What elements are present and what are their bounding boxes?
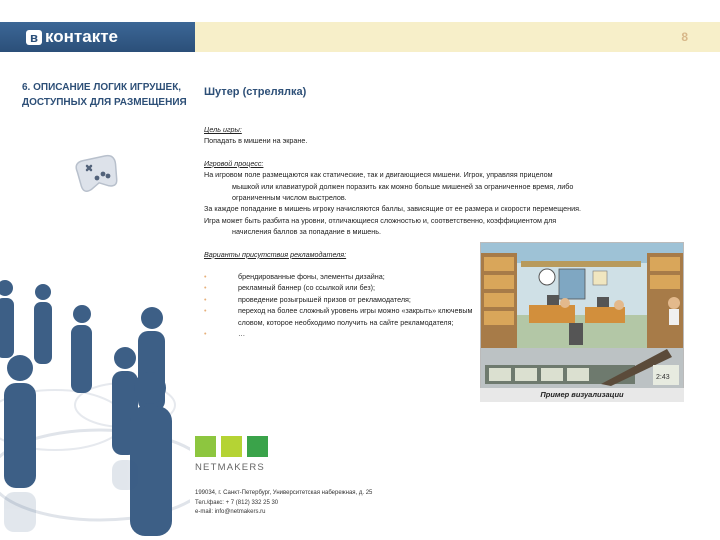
phone-line: Тел./факс: + 7 (812) 332 25 30	[195, 499, 279, 506]
list-item: • проведение розыгрышей призов от рекламодателя;	[204, 294, 474, 305]
process-line-6: начисления баллов за попадание в мишень.	[232, 227, 381, 237]
vk-logo-icon: в	[26, 30, 42, 45]
logo-square-2	[221, 436, 242, 457]
screenshot-caption: Пример визуализации	[480, 388, 684, 402]
list-item: • переход на более сложный уровень игры можно «закрыть» ключевым словом, которое необходимо получить на сайте рекламодателя;	[204, 305, 474, 328]
ads-list	[204, 271, 474, 339]
process-line-5: Игра может быть разбита на уровни, отличающиеся сложностью и, соответственно, коэффициентом для	[204, 215, 557, 225]
contact-info	[195, 489, 372, 518]
goal-text: Попадать в мишени на экране.	[204, 136, 308, 146]
gamepad-icon	[70, 150, 125, 195]
process-line-4: За каждое попадание в мишень игроку начисляются баллы, зависящие от ее размера и скорости перемещения.	[204, 204, 581, 214]
game-score: 2:43	[656, 374, 670, 381]
logo-square-3	[247, 436, 268, 457]
page-number: 8	[681, 30, 688, 44]
list-item: • брендированные фоны, элементы дизайна;	[204, 271, 474, 282]
list-item: • рекламный баннер (со ссылкой или без);	[204, 282, 474, 293]
logo-text: контакте	[45, 27, 119, 46]
game-title: Шутер (стрелялка)	[204, 86, 307, 98]
process-line-2: мышкой или клавиатурой должен поразить как можно больше мишеней за ограниченное время, либо	[232, 181, 574, 191]
process-label: Игровой процесс:	[204, 158, 264, 168]
email-line[interactable]: e-mail: info@netmakers.ru	[195, 509, 266, 516]
ads-label: Варианты присутствия рекламодателя:	[204, 249, 347, 259]
logo-square-1	[195, 436, 216, 457]
netmakers-logo	[195, 436, 268, 473]
list-item: • …	[204, 328, 474, 339]
company-name: NETMAKERS	[195, 462, 265, 473]
address-line: 199034, г. Санкт-Петербург, Университетская набережная, д. 25	[195, 490, 373, 496]
process-line-1: На игровом поле размещаются как статические, так и двигающиеся мишени. Игрок, управляя прицелом	[204, 170, 553, 180]
section-title: 6. ОПИСАНИЕ ЛОГИК ИГРУШЕК, ДОСТУПНЫХ ДЛЯ РАЗМЕЩЕНИЯ	[22, 82, 187, 108]
game-screenshot	[480, 242, 684, 389]
people-network-illustration	[0, 270, 190, 540]
goal-label: Цель игры:	[204, 125, 242, 134]
process-line-3: ограниченным числом выстрелов.	[232, 193, 347, 203]
